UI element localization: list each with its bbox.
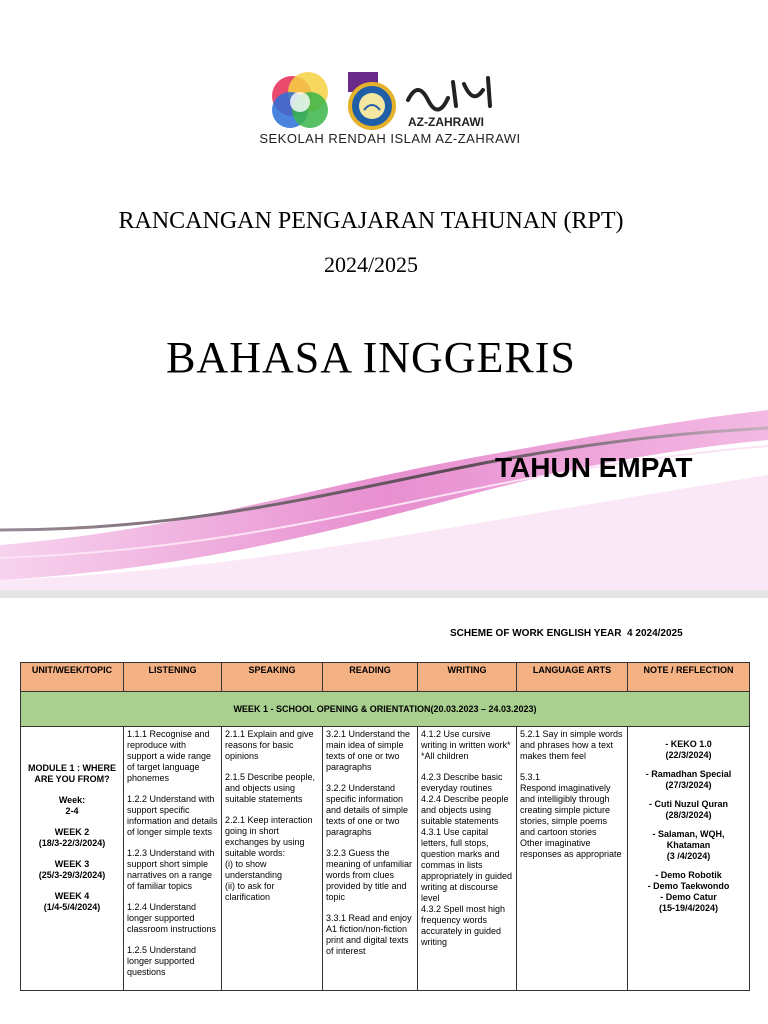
writing-cell (418, 727, 517, 991)
note-item: - Salaman, WQH, Khataman (3 /4/2024) (652, 829, 725, 861)
page-separator (0, 590, 768, 598)
list-item: 3.2.2 Understand specific information and details of simple texts of one or two paragraphs (326, 783, 409, 837)
note-item: - KEKO 1.0 (22/3/2024) (665, 739, 712, 760)
school-logos (268, 70, 508, 132)
col-header-reading: READING (323, 663, 418, 692)
list-item: 1.2.4 Understand longer supported classroom instructions (127, 902, 217, 934)
speaking-cell (222, 727, 323, 991)
document-year: 2024/2025 (323, 252, 419, 277)
list-item: 1.2.3 Understand with support short simple narratives on a range of familiar topics (127, 848, 215, 891)
calligraphy-icon (408, 78, 490, 110)
list-item: 2.1.5 Describe people, and objects using suitable statements (225, 772, 316, 804)
scheme-table (20, 662, 750, 991)
col-header-language-arts: LANGUAGE ARTS (517, 663, 628, 692)
list-item: 5.3.1 Respond imaginatively and intelligibly through creating simple picture stories, simple poems and cartoon stories Other imaginative responses as appropriate (520, 772, 622, 859)
list-item: 1.2.5 Understand longer supported questions (127, 945, 197, 977)
list-item: 2.2.1 Keep interaction going in short exchanges by using suitable words: (i) to show understanding (ii) to ask for clarification (225, 815, 313, 902)
notes-cell (628, 727, 750, 991)
school-name: SEKOLAH RENDAH ISLAM AZ-ZAHRAWI (259, 131, 521, 146)
list-item: 1.1.1 Recognise and reproduce with support a wide range of target language phonemes (127, 729, 212, 783)
list-item: 3.2.3 Guess the meaning of unfamiliar words from clues provided by title and topic (326, 848, 413, 902)
list-item: 3.2.1 Understand the main idea of simple texts of one or two paragraphs (326, 729, 411, 772)
col-header-writing: WRITING (418, 663, 517, 692)
col-header-unit: UNIT/WEEK/TOPIC (21, 663, 124, 692)
scheme-page (0, 598, 768, 1024)
note-item: - Demo Robotik - Demo Taekwondo - Demo Catur (15-19/4/2024) (647, 870, 730, 913)
list-item: 4.2.3 Describe basic everyday routines 4.2.4 Describe people and objects using suitable statements 4.3.1 Use capital letters, full stops, question marks and commas in lists appropriately in guided writing at discourse level 4.3.2 Spell most high frequency words accurately in guided writing (421, 772, 513, 947)
col-header-notes: NOTE / REFLECTION (628, 663, 750, 692)
module-week-4: WEEK 4 (1/4-5/4/2024) (43, 891, 101, 912)
color-wheel-logo (272, 72, 328, 128)
week-banner-row (21, 692, 750, 727)
table-header-row (21, 663, 750, 692)
week-banner: WEEK 1 - SCHOOL OPENING & ORIENTATION(20.03.2023 – 24.03.2023) (21, 692, 750, 727)
year-level-label: TAHUN EMPAT (495, 452, 693, 483)
col-header-speaking: SPEAKING (222, 663, 323, 692)
school-crest-icon (348, 72, 394, 128)
note-item: - Ramadhan Special (27/3/2024) (645, 769, 732, 790)
module-week-2: WEEK 2 (18/3-22/3/2024) (38, 827, 106, 848)
document-title: RANCANGAN PENGAJARAN TAHUNAN (RPT) (118, 208, 624, 234)
list-item: 4.1.2 Use cursive writing in written work* *All children (421, 729, 511, 761)
module-title: MODULE 1 : WHERE ARE YOU FROM? (27, 763, 116, 784)
reading-cell (323, 727, 418, 991)
module-weeks: Week: 2-4 (58, 795, 86, 816)
list-item: 3.3.1 Read and enjoy A1 fiction/non-fiction print and digital texts of interest (326, 913, 412, 956)
table-row (21, 727, 750, 991)
decorative-wave (0, 380, 768, 590)
listening-cell (124, 727, 222, 991)
module-week-3: WEEK 3 (25/3-29/3/2024) (38, 859, 106, 880)
note-item: - Cuti Nuzul Quran (28/3/2024) (649, 799, 728, 820)
scheme-title: SCHEME OF WORK ENGLISH YEAR 4 2024/2025 (450, 628, 683, 639)
logo-text: AZ-ZAHRAWI (408, 115, 484, 129)
list-item: 2.1.1 Explain and give reasons for basic opinions (225, 729, 314, 761)
col-header-listening: LISTENING (124, 663, 222, 692)
list-item: 1.2.2 Understand with support specific information and details of longer simple texts (127, 794, 218, 837)
language-arts-cell (517, 727, 628, 991)
subject-title: BAHASA INGGERIS (166, 333, 576, 382)
list-item: 5.2.1 Say in simple words and phrases how a text makes them feel (520, 729, 623, 761)
module-cell (21, 727, 124, 991)
